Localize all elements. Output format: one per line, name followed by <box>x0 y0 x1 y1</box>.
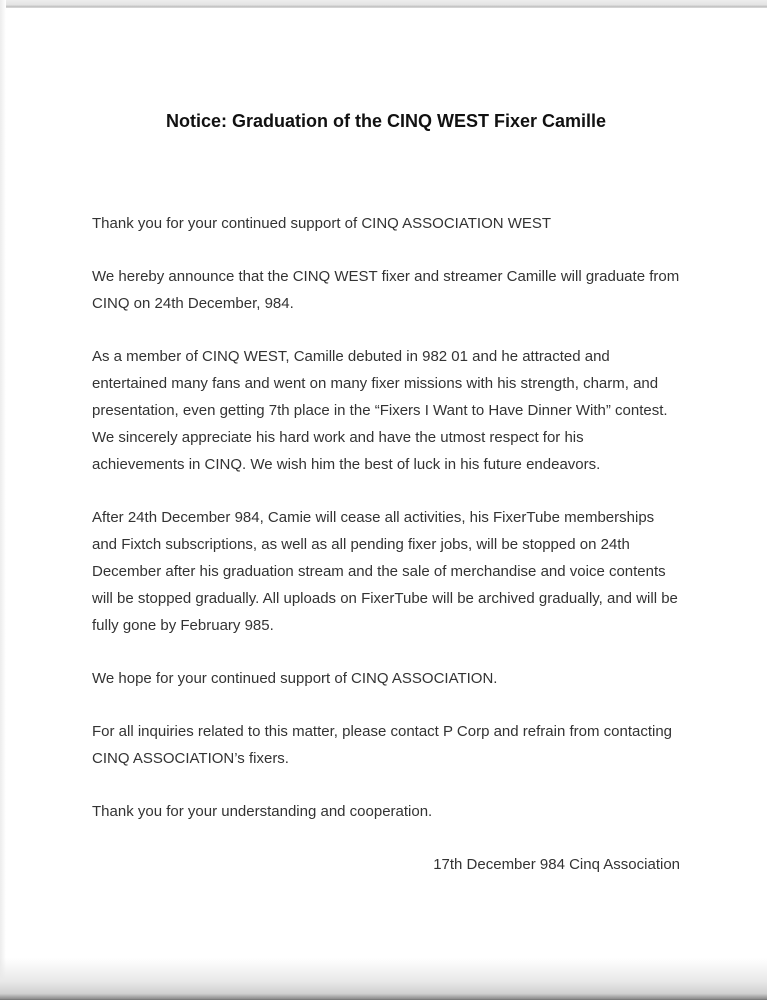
notice-paragraph-greeting: Thank you for your continued support of CINQ ASSOCIATION WEST <box>92 215 552 232</box>
page-bottom-edge <box>0 958 767 1000</box>
notice-paragraph-cessation-details: After 24th December 984, Camie will cease all activities, his FixerTube memberships and Fixtch subscriptions, as well as all pending fixer jobs, will be stopped on 24th December after his graduation stream and the sale of merchandise and voice contents will be stopped gradually. All uploads on FixerTube will be archived gradually, and will be fully gone by February 985. <box>92 509 678 634</box>
notice-title: Notice: Graduation of the CINQ WEST Fixer Camille <box>165 111 607 131</box>
notice-paragraph-career: As a member of CINQ WEST, Camille debuted in 982 01 and he attracted and entertained many fans and went on many fixer missions with his strength, charm, and presentation, even getting 7th place in the “Fixers I Want to Have Dinner With” contest. We sincerely appreciate his hard work and have the utmost respect for his achievements in CINQ. We wish him the best of luck in his future endeavors. <box>92 348 668 473</box>
notice-paragraph-support: We hope for your continued support of CINQ ASSOCIATION. <box>92 670 498 687</box>
notice-paragraph-announcement: We hereby announce that the CINQ WEST fixer and streamer Camille will graduate from CINQ on 24th December, 984. <box>92 268 680 312</box>
notice-paragraph-inquiries: For all inquiries related to this matter, please contact P Corp and refrain from contacting CINQ ASSOCIATION’s fixers. <box>92 723 673 767</box>
signature-line: 17th December 984 Cinq Association <box>433 856 680 873</box>
notice-paragraph-closing: Thank you for your understanding and cooperation. <box>92 803 433 820</box>
